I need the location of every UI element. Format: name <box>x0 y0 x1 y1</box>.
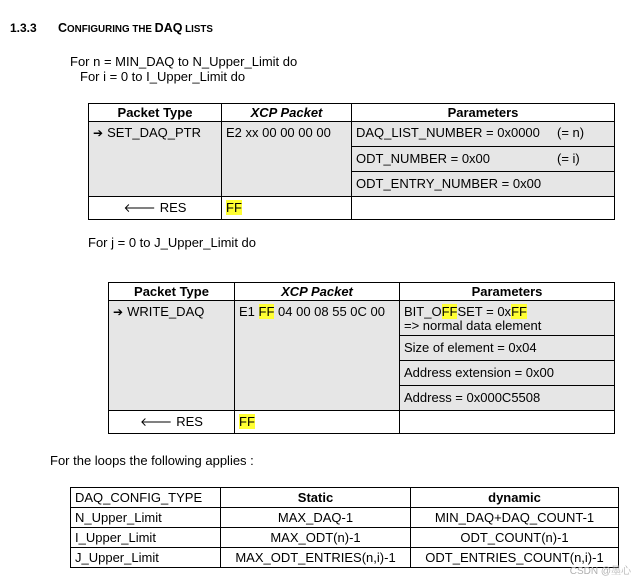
table-row <box>89 122 615 197</box>
param-text <box>404 305 610 319</box>
loop1-line2: For i = 0 to I_Upper_Limit do <box>80 69 246 84</box>
right-arrow-icon: ➔ <box>113 305 124 319</box>
dynamic-value: ODT_COUNT(n)-1 <box>411 528 619 548</box>
header-parameters: Parameters <box>400 283 615 301</box>
header-config-type: DAQ_CONFIG_TYPE <box>71 488 221 508</box>
loops-text: For the loops the following applies : <box>50 453 254 468</box>
res-label: RES <box>159 200 187 215</box>
param-note: (= i) <box>557 151 580 166</box>
header-parameters: Parameters <box>352 104 615 122</box>
packet-type: SET_DAQ_PTR <box>107 125 201 140</box>
right-arrow-icon: ➔ <box>93 126 104 140</box>
loop2-line: For j = 0 to J_Upper_Limit do <box>88 235 256 250</box>
loop-limits-table <box>70 487 619 568</box>
xcp-packet-cell: E2 xx 00 00 00 00 <box>222 122 352 197</box>
dynamic-value: ODT_ENTRIES_COUNT(n,i)-1 <box>411 548 619 568</box>
header-xcp-packet: XCP Packet <box>222 104 352 122</box>
header-dynamic: dynamic <box>411 488 619 508</box>
param-text: ODT_ENTRY_NUMBER = 0x00 <box>356 176 542 191</box>
param-line: Address = 0x000C5508 <box>404 390 541 405</box>
static-value: MAX_ODT(n)-1 <box>221 528 411 548</box>
header-static: Static <box>221 488 411 508</box>
param-part: SET = 0x <box>457 304 512 319</box>
table-header-row <box>71 488 619 508</box>
param-line: Address extension = 0x00 <box>400 361 614 386</box>
section-number: 1.3.3 <box>10 21 37 35</box>
header-xcp-packet: XCP Packet <box>235 283 400 301</box>
param-highlight: FF <box>441 304 458 319</box>
header-packet-type: Packet Type <box>89 104 222 122</box>
packet-type: WRITE_DAQ <box>127 304 205 319</box>
table-row <box>71 548 619 568</box>
table-row <box>71 508 619 528</box>
table-row <box>109 301 615 411</box>
packet-type-cell <box>89 122 222 197</box>
param-line <box>352 172 614 196</box>
table-row <box>71 528 619 548</box>
param-text: DAQ_LIST_NUMBER = 0x0000 <box>356 125 540 140</box>
res-packet: FF <box>239 414 255 429</box>
table-header-row <box>109 283 615 301</box>
empty-cell <box>400 411 615 434</box>
limit-name: N_Upper_Limit <box>71 508 221 528</box>
section-title-small: ONFIGURING THE <box>67 24 155 35</box>
xcp-packet-post: 04 00 08 55 0C 00 <box>274 304 385 319</box>
res-cell <box>109 411 235 434</box>
table-header-row <box>89 104 615 122</box>
left-arrow-icon: 🡐 <box>140 415 173 429</box>
param-part: BIT_O <box>404 304 442 319</box>
res-label: RES <box>176 414 203 429</box>
param-highlight: FF <box>511 304 527 319</box>
table-row <box>109 411 615 434</box>
header-packet-type: Packet Type <box>109 283 235 301</box>
packet-type-cell <box>109 301 235 411</box>
res-packet-cell <box>222 197 352 220</box>
write-daq-table <box>108 282 615 434</box>
param-note: (= n) <box>557 125 585 140</box>
res-packet: FF <box>226 200 242 215</box>
empty-cell <box>352 197 615 220</box>
parameters-cell <box>400 301 615 411</box>
xcp-packet-cell <box>235 301 400 411</box>
param-line <box>352 122 614 147</box>
param-line <box>400 301 614 336</box>
parameters-cell <box>352 122 615 197</box>
table-row <box>89 197 615 220</box>
section-title-daq: DAQ <box>154 21 183 35</box>
set-daq-ptr-table <box>88 103 615 220</box>
param-line <box>352 147 614 172</box>
param-line: Size of element = 0x04 <box>400 336 614 361</box>
section-title-initial: C <box>58 21 68 35</box>
limit-name: I_Upper_Limit <box>71 528 221 548</box>
static-value: MAX_ODT_ENTRIES(n,i)-1 <box>221 548 411 568</box>
watermark: CSDN @墨心 <box>569 566 631 577</box>
param-text: ODT_NUMBER = 0x00 <box>356 151 491 166</box>
section-title-lists: LISTS <box>182 24 213 35</box>
static-value: MAX_DAQ-1 <box>221 508 411 528</box>
left-arrow-icon: 🡐 <box>123 201 156 215</box>
param-subtext: => normal data element <box>404 318 542 333</box>
res-packet-cell <box>235 411 400 434</box>
xcp-packet-highlight: FF <box>258 304 275 319</box>
section-heading <box>10 21 213 35</box>
limit-name: J_Upper_Limit <box>71 548 221 568</box>
loop1-line1: For n = MIN_DAQ to N_Upper_Limit do <box>70 54 298 69</box>
dynamic-value: MIN_DAQ+DAQ_COUNT-1 <box>411 508 619 528</box>
res-cell <box>89 197 222 220</box>
xcp-packet-pre: E1 <box>239 304 259 319</box>
